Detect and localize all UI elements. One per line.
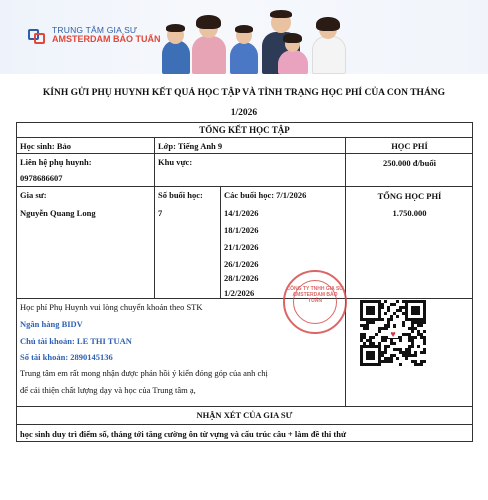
account-number: Số tài khoản: 2890145136 [20,352,113,362]
logo-line-1: TRUNG TÂM GIA SƯ [52,25,138,35]
session-date: 18/1/2026 [224,225,259,235]
feedback-note-1: Trung tâm em rất mong nhận được phản hồi ý kiến đóng góp của anh chị [20,368,268,378]
center-logo [28,26,161,45]
comment-header: NHẬN XÉT CỦA GIA SƯ [196,410,293,420]
fee-rate: 250.000 đ/buổi [383,158,436,168]
student-name: Học sinh: Bảo [20,141,72,151]
session-date: 21/1/2026 [224,242,259,252]
logo-line-2: AMSTERDAM BẢO TUẤN [52,34,161,45]
svg-text:♥: ♥ [390,329,396,339]
payment-intro: Học phí Phụ Huynh vui lòng chuyển khoản theo STK [20,302,203,312]
logo-mark-icon [28,27,46,45]
contact-label: Liên hệ phụ huynh: [20,157,92,167]
session-date: 14/1/2026 [224,208,259,218]
tutor-name: Nguyễn Quang Long [20,208,96,218]
feedback-note-2: để cải thiện chất lượng dạy và học của Trung tâm ạ, [20,385,196,395]
stamp-text: CÔNG TY TNHH GIA SƯ AMSTERDAM BẢO TUẤN [286,286,344,304]
session-date: 26/1/2026 [224,259,259,269]
banner-people-photo [158,14,348,74]
total-fee-value: 1.750.000 [392,208,427,218]
summary-header: TỔNG KẾT HỌC TẬP [199,125,290,135]
report-title: KÍNH GỬI PHỤ HUYNH KẾT QUẢ HỌC TẬP VÀ TÌNH TRẠNG HỌC PHÍ CỦA CON THÁNG [42,88,446,98]
report-month: 1/2026 [230,108,258,118]
session-date: 28/1/2026 [224,273,259,283]
fee-header: HỌC PHÍ [391,141,428,151]
class-name: Lớp: Tiếng Anh 9 [158,141,223,151]
tutor-label: Gia sư: [20,190,47,200]
session-date: 1/2/2026 [224,288,255,298]
bank-name: Ngân hàng BIDV [20,319,83,329]
total-fee-header: TỔNG HỌC PHÍ [377,191,442,201]
company-stamp [283,270,347,334]
comment-text: học sinh duy trì điểm số, tháng tới tăng cường ôn từ vựng và cấu trúc câu + làm đề thi thử [20,429,347,439]
contact-phone: 0978686607 [20,173,63,183]
payment-qr-code [360,300,426,366]
account-owner: Chủ tài khoản: LE THI TUAN [20,336,132,346]
session-date: Các buổi học: 7/1/2026 [224,190,307,200]
header-banner [0,0,488,74]
area-label: Khu vực: [158,157,193,167]
sessions-count: 7 [158,208,163,218]
sessions-label: Số buổi học: [158,190,203,200]
